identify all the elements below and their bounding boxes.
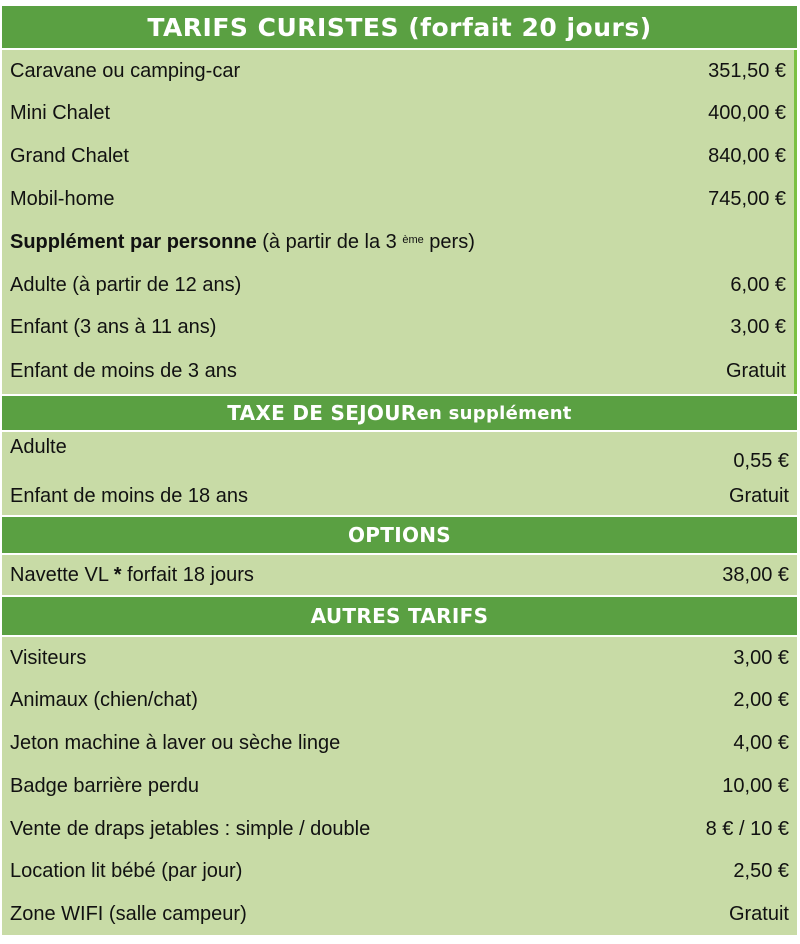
price-row	[2, 893, 797, 935]
row-label: Vente de draps jetables : simple / double	[10, 817, 371, 840]
price-row	[2, 178, 794, 221]
supplement-superscript: ème	[402, 234, 424, 246]
row-label: Enfant (3 ans à 11 ans)	[10, 316, 217, 338]
taxe-header	[2, 394, 797, 432]
taxe-header-rest: en supplément	[416, 402, 572, 424]
price-row	[2, 637, 797, 679]
row-price: Gratuit	[725, 360, 786, 382]
row-label: Zone WIFI (salle campeur)	[10, 902, 247, 925]
row-price: 10,00 €	[722, 775, 789, 797]
row-price: 745,00 €	[708, 188, 786, 210]
price-row	[2, 264, 794, 306]
row-price: 3,00 €	[733, 646, 789, 669]
options-section	[2, 555, 797, 595]
supplement-row	[2, 221, 794, 264]
row-price: 2,00 €	[733, 689, 789, 711]
supplement-label-start: (à partir de la 3	[256, 231, 403, 253]
price-row	[2, 349, 794, 394]
supplement-label	[10, 231, 475, 254]
row-price: 840,00 €	[708, 145, 786, 167]
navette-asterisk: *	[113, 563, 122, 586]
price-row	[2, 306, 794, 349]
row-label: Adulte (à partir de 12 ans)	[10, 273, 242, 296]
taxe-section	[2, 432, 797, 515]
price-row	[2, 808, 797, 850]
supplement-bold-label: Supplément par personne	[10, 231, 257, 253]
row-label: Caravane ou camping-car	[10, 59, 241, 82]
price-table	[2, 4, 797, 935]
options-header: OPTIONS	[2, 515, 797, 555]
curistes-header: TARIFS CURISTES (forfait 20 jours)	[2, 4, 797, 50]
autres-header: AUTRES TARIFS	[2, 595, 797, 637]
row-price: Gratuit	[728, 902, 789, 925]
row-price: 6,00 €	[730, 273, 786, 296]
row-label: Grand Chalet	[10, 145, 129, 167]
row-label: Location lit bébé (par jour)	[10, 860, 243, 882]
row-label: Mobil-home	[10, 188, 115, 210]
row-label: Enfant de moins de 3 ans	[10, 360, 237, 382]
curistes-section	[2, 50, 797, 394]
price-row	[2, 135, 794, 178]
row-label: Animaux (chien/chat)	[10, 689, 198, 711]
price-row	[2, 765, 797, 808]
price-row	[2, 555, 797, 595]
row-price: 3,00 €	[730, 316, 786, 338]
row-price: 400,00 €	[708, 102, 786, 124]
price-row	[2, 432, 797, 477]
navette-label-start: Navette VL	[10, 563, 114, 586]
price-row	[2, 50, 794, 92]
supplement-label-end: pers)	[423, 231, 475, 253]
navette-label-end: forfait 18 jours	[121, 563, 254, 586]
price-row	[2, 722, 797, 765]
row-price: 351,50 €	[708, 59, 786, 82]
taxe-header-main: TAXE DE SEJOUR	[227, 401, 417, 425]
row-label: Adulte	[10, 436, 67, 458]
row-label	[10, 564, 254, 587]
row-price: Gratuit	[728, 484, 789, 507]
price-row	[2, 850, 797, 893]
row-label: Jeton machine à laver ou sèche linge	[10, 732, 341, 754]
row-price: 4,00 €	[733, 732, 789, 754]
row-label: Enfant de moins de 18 ans	[10, 484, 248, 507]
row-label: Badge barrière perdu	[10, 775, 200, 797]
row-price: 38,00 €	[722, 563, 789, 586]
price-row	[2, 679, 797, 722]
row-label: Mini Chalet	[10, 102, 111, 124]
row-price: 2,50 €	[733, 860, 789, 882]
autres-section	[2, 637, 797, 935]
row-price: 0,55 €	[733, 450, 789, 472]
price-row	[2, 92, 794, 135]
price-row	[2, 477, 797, 515]
row-label: Visiteurs	[10, 646, 87, 669]
row-price: 8 € / 10 €	[705, 817, 789, 840]
